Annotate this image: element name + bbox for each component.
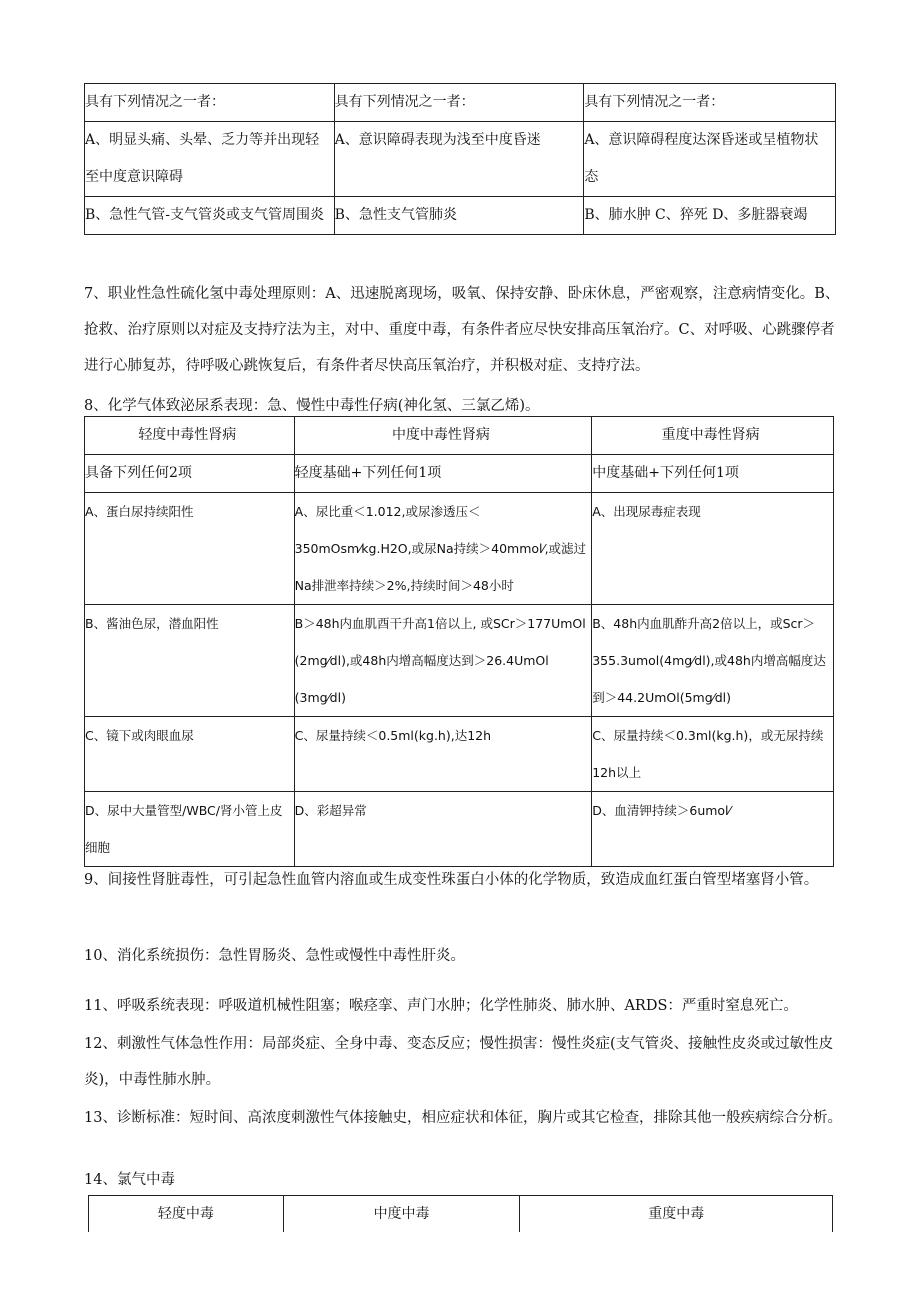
table-cell: D、血清钾持续＞6umol⁄: [592, 792, 834, 867]
table-cell: B、急性支气管肺炎: [334, 197, 584, 235]
table-cell: A、意识障碍程度达深昏迷或呈植物状态: [584, 122, 836, 197]
table-row: [85, 122, 836, 197]
table-row: [85, 197, 836, 235]
table-header-cell: 轻度中毒性肾病: [85, 417, 295, 455]
table-cell: 具有下列情况之一者：: [85, 84, 335, 122]
table-cell: B、酱油色尿，潜血阳性: [85, 605, 295, 717]
paragraph-12: 12、刺激性气体急性作用：局部炎症、全身中毒、变态反应；慢性损害：慢性炎症(支气管炎、接触性皮炎或过敏性皮炎)，中毒性肺水肿。: [84, 1036, 834, 1088]
paragraph-8: 8、化学气体致泌尿系表现：急、慢性中毒性仔病(神化氢、三氯乙烯)。: [84, 398, 540, 414]
table-cell: B、急性气管-支气管炎或支气管周围炎: [85, 197, 335, 235]
table-cell: 轻度基础+下列任何1项: [294, 455, 592, 493]
table-cell: A、意识障碍表现为浅至中度昏迷: [334, 122, 584, 197]
table-cell: 具备下列任何2项: [85, 455, 295, 493]
table-cell: A、蛋白尿持续阳性: [85, 493, 295, 605]
table-cell: B、肺水肿 C、猝死 D、多脏器衰竭: [584, 197, 836, 235]
table-header-cell: 中度中毒性肾病: [294, 417, 592, 455]
table-cell: A、出现尿毒症表现: [592, 493, 834, 605]
table-row: [85, 455, 834, 493]
table-cell: A、尿比重＜1.012,或尿渗透压＜350mOsm⁄kg.H2O,或尿Na持续＞40mmol⁄,或滤过Na排泄率持续＞2%,持续时间＞48小时: [294, 493, 592, 605]
table-cell: C、镜下或肉眼血尿: [85, 717, 295, 792]
table-row: [85, 605, 834, 717]
paragraph-13: 13、诊断标准：短时间、高浓度刺激性气体接触史，相应症状和体征，胸片或其它检查，排除其他一般疾病综合分析。: [84, 1110, 842, 1126]
table-header-cell: 中度中毒: [283, 1196, 520, 1233]
table-cell: B、48h内血肌酢升高2倍以上，或Scr＞355.3umol(4mg⁄dl),或48h内增高幅度达到＞44.2UmOl(5mg⁄dl): [592, 605, 834, 717]
paragraph-11: 11、呼吸系统表现：呼吸道机械性阻塞；喉痉挛、声门水肿；化学性肺炎、肺水肿、ARDS：严重时窒息死亡。: [84, 998, 798, 1014]
table-row: [85, 792, 834, 867]
table-header-cell: 重度中毒性肾病: [592, 417, 834, 455]
table-header-row: [89, 1196, 833, 1233]
table-cell: C、尿量持续＜0.3ml(kg.h)，或无尿持续12h以上: [592, 717, 834, 792]
table-header-cell: 重度中毒: [520, 1196, 833, 1233]
table-cell: B＞48h内血肌酉干升高1倍以上, 或SCr＞177UmOl (2mg⁄dl),或48h内增高幅度达到＞26.4UmOl (3mg⁄dl): [294, 605, 592, 717]
table-cell: 具有下列情况之一者：: [584, 84, 836, 122]
table-row: [85, 717, 834, 792]
paragraph-10: 10、消化系统损伤：急性胃肠炎、急性或慢性中毒性肝炎。: [84, 948, 465, 964]
table-cell: A、明显头痛、头晕、乏力等并出现轻至中度意识障碍: [85, 122, 335, 197]
nephropathy-table: [84, 416, 834, 867]
paragraph-14: 14、氯气中毒: [84, 1172, 175, 1188]
table-cell: D、彩超异常: [294, 792, 592, 867]
table-header-row: [85, 417, 834, 455]
poisoning-grade-table: [84, 83, 836, 235]
table-cell: 中度基础+下列任何1项: [592, 455, 834, 493]
paragraph-7: 7、职业性急性硫化氢中毒处理原则：A、迅速脱离现场，吸氧、保持安静、卧床休息，严密观察，注意病情变化。B、抢救、治疗原则以对症及支持疗法为主，对中、重度中毒，有条件者应尽快安排高压氧治疗。C、对呼吸、心跳骤停者进行心肺复苏，待呼吸心跳恢复后，有条件者尽快高压氧治疗，并积极对症、支持疗法。: [84, 286, 840, 374]
table-row: [85, 493, 834, 605]
table-row: [85, 84, 836, 122]
chlorine-poisoning-table: [88, 1195, 833, 1232]
table-cell: C、尿量持续＜0.5ml(kg.h),达12h: [294, 717, 592, 792]
table-header-cell: 轻度中毒: [89, 1196, 284, 1233]
paragraph-9: 9、间接性肾脏毒性，可引起急性血管内溶血或生成变性珠蛋白小体的化学物质，致造成血红蛋白管型堵塞肾小管。: [84, 872, 819, 888]
table-cell: 具有下列情况之一者：: [334, 84, 584, 122]
table-cell: D、尿中大量管型/WBC/肾小管上皮细胞: [85, 792, 295, 867]
